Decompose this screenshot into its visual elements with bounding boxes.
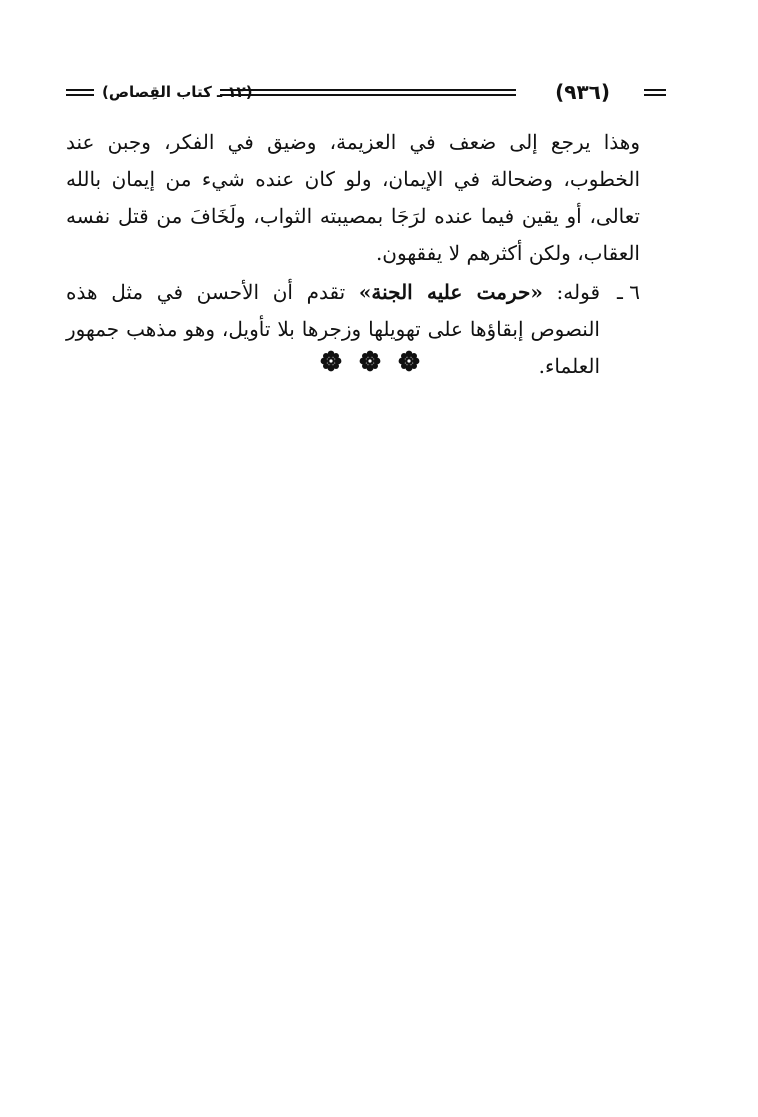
floral-star-icon [359,350,381,372]
note-prefix: قوله: [542,280,600,304]
section-end-ornament [320,348,420,374]
running-header [66,80,666,104]
page-number: (٩٣٦) [555,80,610,104]
chapter-title: (١٢ ـ كتاب القِصاص) [102,83,253,101]
note-number: ٦ ـ [617,280,640,304]
header-rule-left [66,89,94,96]
floral-star-icon [320,350,342,372]
floral-star-icon [398,350,420,372]
hadith-quote: «حرمت عليه الجنة» [358,280,543,304]
header-rule-middle [220,89,516,96]
header-rule-right [644,89,666,96]
paragraph: وهذا يرجع إلى ضعف في العزيمة، وضيق في الفكر، وجبن عند الخطوب، وضحالة في الإيمان، ولو كان عنده شيء من إيمان بالله تعالى، أو يقين فيما عنده لرَجَا بمصيبته الثواب، ولَخَافَ من قتل نفسه العقاب، ولكن أكثرهم لا يفقهون. [66,130,640,265]
note-body: تقدم أن الأحسن في مثل هذه النصوص إبقاؤها على تهويلها وزجرها بلا تأويل، وهو مذهب جمهور العلماء. [66,280,600,378]
page-body [66,124,640,385]
